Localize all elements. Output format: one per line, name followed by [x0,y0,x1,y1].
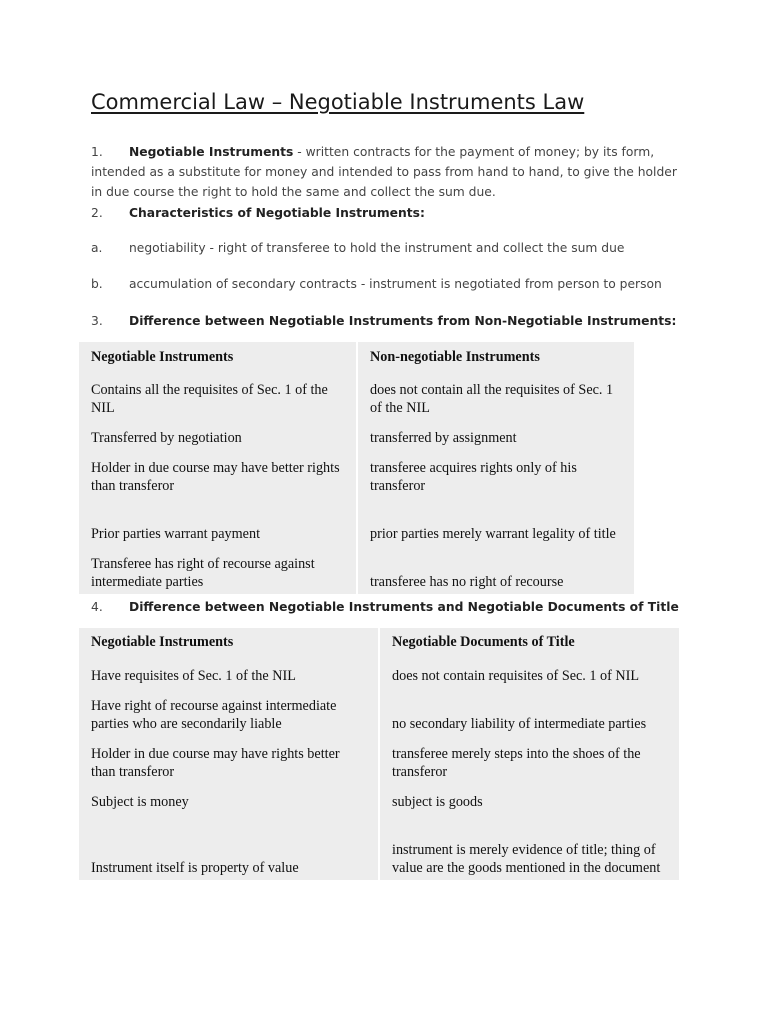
table-cell: Have right of recourse against intermediate parties who are secondarily liable [91,698,337,732]
table-cell: no secondary liability of intermediate parties [378,688,679,736]
table-row [79,688,679,736]
table-cell: prior parties merely warrant legality of title [356,498,634,546]
difference-heading-1: Difference between Negotiable Instruments from Non-Negotiable Instruments: [129,314,677,328]
table-row [79,658,679,688]
table-cell: Transferred by negotiation [91,429,242,446]
table-header-cell: Negotiable Documents of Title [378,628,679,658]
table-cell: subject is goods [378,784,679,814]
table-cell: Instrument itself is property of value [91,859,299,876]
table-cell: transferee has no right of recourse [356,546,634,594]
difference-heading-2: Difference between Negotiable Instruments and Negotiable Documents of Title [129,600,679,614]
table-cell: transferee acquires rights only of his transferor [356,450,634,498]
table-cell: Holder in due course may have rights better than transferor [91,746,340,780]
table-cell: transferred by assignment [356,420,634,450]
definition-text: - written contracts for the payment of money; by its form, intended as a substitute for money and intended to pass from hand to hand, to give the holder in due course the right to hold the same and collect the sum due. [91,145,677,199]
table-cell: instrument is merely evidence of title; thing of value are the goods mentioned in the document [378,814,679,880]
item-number: 4. [91,600,103,614]
table-cell: does not contain requisites of Sec. 1 of NIL [378,658,679,688]
table-cell: does not contain all the requisites of Sec. 1 of the NIL [356,374,634,420]
table-header-cell: Negotiable Instruments [91,634,234,651]
table-row [79,498,634,546]
table-row [79,814,679,880]
item-letter: b. [91,277,103,291]
item-number: 3. [91,314,103,328]
term-negotiable-instruments: Negotiable Instruments [129,145,294,159]
table-cell: Transferee has right of recourse against intermediate parties [91,556,315,590]
characteristics-heading: Characteristics of Negotiable Instruments: [129,206,425,220]
table-cell: transferee merely steps into the shoes of the transferor [378,736,679,784]
item-number: 1. [91,145,103,159]
table-header-cell: Non-negotiable Instruments [356,342,634,374]
comparison-table-non-negotiable [79,342,634,594]
table-cell: Subject is money [91,793,189,810]
document-title: Commercial Law – Negotiable Instruments Law [91,90,585,114]
table-row [79,450,634,498]
secondary-contracts-text: accumulation of secondary contracts - instrument is negotiated from person to person [129,277,662,291]
table-header-row [79,628,679,658]
negotiability-text: negotiability - right of transferee to hold the instrument and collect the sum due [129,241,625,255]
paragraph-b [91,274,683,294]
table-row [79,736,679,784]
table-cell: Contains all the requisites of Sec. 1 of the NIL [91,382,328,416]
paragraph-2 [91,203,683,223]
table-row [79,546,634,594]
table-row [79,784,679,814]
item-number: 2. [91,206,103,220]
table-row [79,374,634,420]
table-cell: Prior parties warrant payment [91,525,261,542]
table-cell: Holder in due course may have better rights than transferor [91,460,340,494]
comparison-table-documents-of-title [79,628,679,880]
table-header-cell: Negotiable Instruments [91,349,234,366]
paragraph-3 [91,311,683,331]
paragraph-4 [91,597,683,617]
item-letter: a. [91,241,103,255]
table-cell: Have requisites of Sec. 1 of the NIL [91,667,296,684]
paragraph-1 [91,142,683,202]
table-header-row [79,342,634,374]
table-row [79,420,634,450]
paragraph-a [91,238,683,258]
